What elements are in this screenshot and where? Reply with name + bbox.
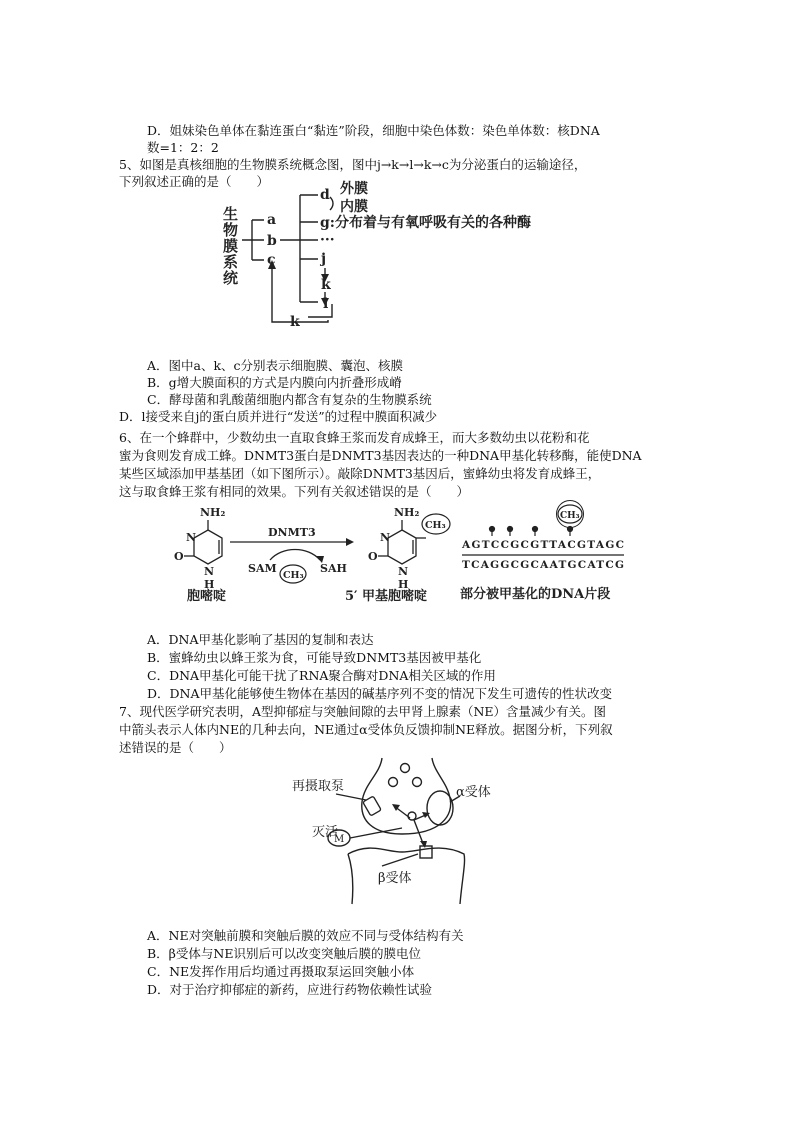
q6-stem-line1: 6、在一个蜂群中，少数幼虫一直取食蜂王浆而发育成蜂王，而大多数幼虫以花粉和花	[119, 430, 590, 445]
label-methylcytosine: 5′ 甲基胞嘧啶	[345, 589, 427, 604]
label-j: j	[321, 251, 327, 267]
mc-o: O	[368, 550, 378, 563]
synapse-diagram	[290, 758, 520, 904]
enzyme-label: DNMT3	[268, 526, 316, 539]
mc-h: H	[398, 578, 409, 591]
label-reuptake-pump: 再摄取泵	[292, 779, 345, 794]
q5-option-d: D．l接受来自j的蛋白质并进行“发送”的过程中膜面积减少	[119, 409, 438, 424]
label-cytosine: 胞嘧啶	[187, 589, 227, 604]
q5-option-b: B．g增大膜面积的方式是内膜向内折叠形成嵴	[147, 375, 402, 390]
label-g: g:分布着与有氧呼吸有关的各种酶	[320, 215, 531, 231]
q6-stem-line4: 这与取食蜂王浆有相同的效果。下列有关叙述错误的是（ ）	[119, 484, 470, 499]
q7-option-d: D．对于治疗抑郁症的新药，应进行药物依赖性试验	[147, 982, 433, 997]
mc-ch3: CH₃	[425, 520, 446, 531]
label-beta-receptor: β受体	[378, 871, 412, 886]
q4-option-d-line2: 数=1：2：2	[147, 140, 219, 155]
cytosine-nh2: NH₂	[200, 506, 226, 519]
q6-stem-line2: 蜜为食则发育成工蜂。DNMT3蛋白是DNMT3基因表达的一种DNA甲基化转移酶，能使DNA	[119, 448, 642, 463]
mc-n2: N	[398, 565, 409, 578]
dna-seq-top: AGTCCGCGTTACGTAGC	[462, 539, 624, 551]
label-methylated-dna: 部分被甲基化的DNA片段	[460, 587, 611, 602]
label-l: l	[323, 296, 329, 312]
label-a: a	[267, 212, 277, 228]
sam-label: SAM	[248, 562, 277, 575]
system-label-char: 系	[223, 253, 239, 271]
q5-option-a: A．图中a、k、c分别表示细胞膜、囊泡、核膜	[147, 358, 404, 373]
label-dots: ···	[320, 232, 335, 248]
q7-option-a: A．NE对突触前膜和突触后膜的效应不同与受体结构有关	[147, 928, 464, 943]
q7-stem-line3: 述错误的是（ ）	[119, 740, 232, 755]
dna-methylation-diagram	[170, 500, 640, 608]
label-k: k	[321, 277, 331, 293]
dna-seq-bottom: TCAGGCGCAATGCATCG	[462, 559, 624, 571]
q6-option-d: D．DNA甲基化能够使生物体在基因的碱基序列不变的情况下发生可遗传的性状改变	[147, 686, 613, 701]
q5-stem-line2: 下列叙述正确的是（ ）	[119, 174, 270, 189]
label-c: c	[267, 252, 276, 268]
label-k2: k	[290, 314, 300, 330]
q7-stem-line2: 中箭头表示人体内NE的几种去向，NE通过α受体负反馈抑制NE释放。据图分析，下列叙	[119, 722, 613, 737]
q7-stem-line1: 7、现代医学研究表明，A型抑郁症与突触间隙的去甲肾上腺素（NE）含量减少有关。图	[119, 704, 607, 719]
system-label-char: 生	[223, 205, 239, 223]
label-m: M	[334, 834, 345, 845]
q5-option-c: C．酵母菌和乳酸菌细胞内都含有复杂的生物膜系统	[147, 392, 432, 407]
q7-option-b: B．β受体与NE识别后可以改变突触后膜的膜电位	[147, 946, 421, 961]
cytosine-n: N	[186, 531, 197, 544]
label-outer-membrane: 外膜	[340, 181, 368, 197]
cytosine-o: O	[174, 550, 184, 563]
mc-n: N	[380, 531, 391, 544]
membrane-system-diagram	[220, 181, 580, 340]
label-d: d	[320, 187, 330, 203]
system-label-char: 物	[223, 221, 239, 239]
mc-nh2: NH₂	[394, 506, 420, 519]
ch3-reaction: CH₃	[283, 570, 304, 581]
label-inactivate: 灭活	[312, 825, 339, 840]
q6-stem-line3: 某些区域添加甲基基团（如下图所示）。敲除DNMT3基因后，蜜蜂幼虫将发育成蜂王，	[119, 466, 601, 481]
q6-option-b: B．蜜蜂幼虫以蜂王浆为食，可能导致DNMT3基因被甲基化	[147, 650, 482, 665]
dna-ch3: CH₃	[560, 511, 580, 521]
system-label-char: 统	[223, 269, 239, 287]
label-alpha-receptor: α受体	[456, 785, 491, 800]
label-inner-membrane: 内膜	[340, 199, 368, 215]
system-label-char: 膜	[223, 237, 239, 255]
cytosine-h: H	[204, 578, 215, 591]
q6-option-c: C．DNA甲基化可能干扰了RNA聚合酶对DNA相关区域的作用	[147, 668, 496, 683]
cytosine-n2: N	[204, 565, 215, 578]
q6-option-a: A．DNA甲基化影响了基因的复制和表达	[147, 632, 374, 647]
q4-option-d-line1: D．姐妹染色单体在黏连蛋白“黏连”阶段，细胞中染色体数：染色单体数：核DNA	[147, 123, 600, 138]
sah-label: SAH	[320, 562, 347, 575]
q7-option-c: C．NE发挥作用后均通过再摄取泵运回突触小体	[147, 964, 415, 979]
q5-stem-line1: 5、如图是真核细胞的生物膜系统概念图，图中j→k→l→k→c为分泌蛋白的运输途径，	[119, 157, 587, 172]
label-b: b	[267, 233, 277, 249]
